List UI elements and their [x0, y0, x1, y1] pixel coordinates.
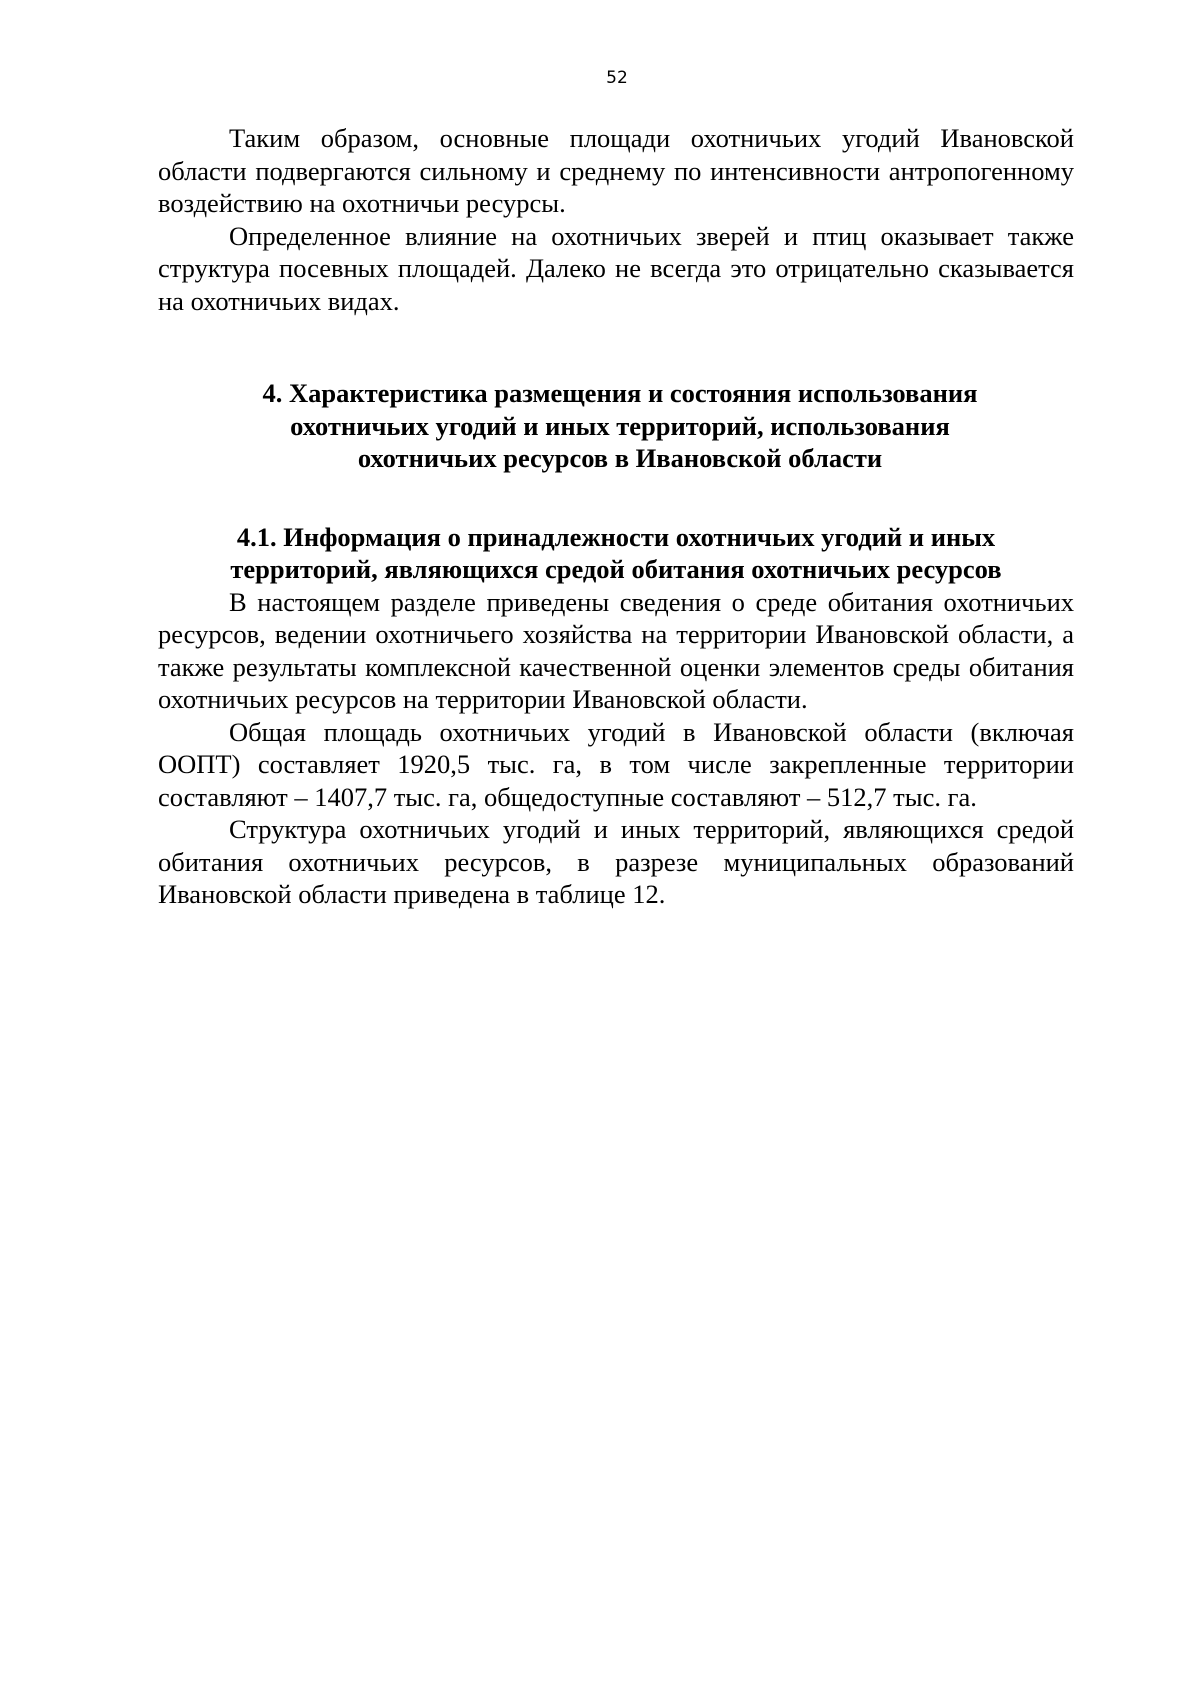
subsection-heading-line: 4.1. Информация о принадлежности охотничьих угодий и иных: [236, 521, 996, 552]
subsection-heading: [158, 521, 1074, 586]
paragraph-conclusion: Таким образом, основные площади охотничьих угодий Ивановской области подвергаются сильному и среднему по интенсивности антропогенному воздействию на охотничьи ресурсы.: [158, 123, 1074, 218]
section-heading: [158, 377, 1074, 475]
page-number: 52: [606, 68, 628, 88]
subsection-heading-line: территорий, являющихся средой обитания охотничьих ресурсов: [230, 554, 1002, 584]
document-body: [158, 122, 1074, 911]
paragraph-total-area: Общая площадь охотничьих угодий в Ивановской области (включая ООПТ) составляет 1920,5 тыс. га, в том числе закрепленные территории составляют – 1407,7 тыс. га, общедоступные составляют – 512,7 тыс. га.: [158, 716, 1074, 812]
paragraph-sown-areas: Определенное влияние на охотничьих зверей и птиц оказывает также структура посевных площадей. Далеко не всегда это отрицательно сказывается на охотничьих видах.: [158, 220, 1074, 316]
section-heading-line: 4. Характеристика размещения и состояния использования: [262, 378, 978, 408]
section-heading-line: охотничьих угодий и иных территорий, использования: [290, 410, 950, 441]
section-heading-line: охотничьих ресурсов в Ивановской области: [357, 443, 883, 473]
paragraph-table-reference: Структура охотничьих угодий и иных территорий, являющихся средой обитания охотничьих ресурсов, в разрезе муниципальных образований Ивановской области приведена в таблице 12.: [158, 814, 1074, 909]
paragraph-section-intro: В настоящем разделе приведены сведения о среде обитания охотничьих ресурсов, ведении охотничьего хозяйства на территории Ивановской области, а также результаты комплексной качественной оценки элементов среды обитания охотничьих ресурсов на территории Ивановской области.: [158, 586, 1074, 714]
